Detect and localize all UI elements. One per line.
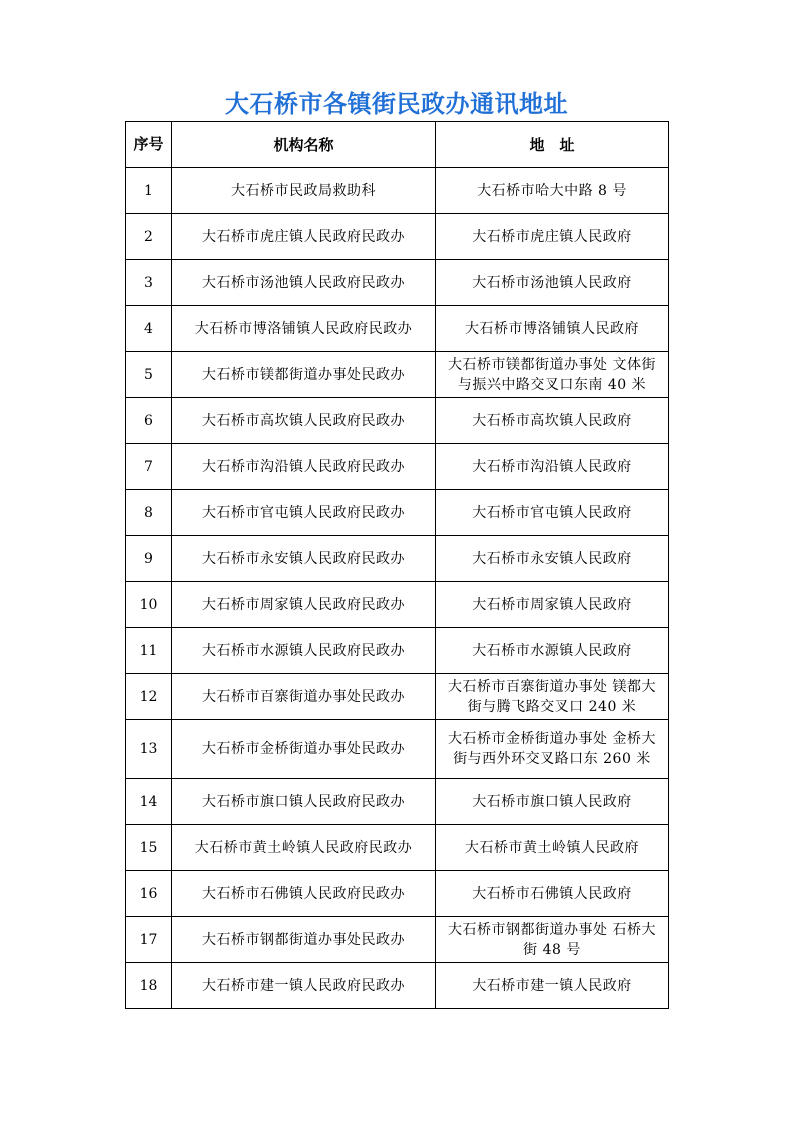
row-org: 大石桥市官屯镇人民政府民政办 — [172, 490, 436, 536]
page-title: 大石桥市各镇街民政办通讯地址 — [225, 90, 568, 118]
row-index: 6 — [126, 398, 172, 444]
table-row — [126, 352, 669, 398]
row-index: 17 — [126, 917, 172, 963]
row-org: 大石桥市周家镇人民政府民政办 — [172, 582, 436, 628]
row-org: 大石桥市博洛铺镇人民政府民政办 — [172, 306, 436, 352]
row-org: 大石桥市永安镇人民政府民政办 — [172, 536, 436, 582]
table-row — [126, 536, 669, 582]
address-table — [125, 121, 669, 1009]
row-address: 大石桥市高坎镇人民政府 — [436, 398, 669, 444]
table-header-row — [126, 122, 669, 168]
table-row — [126, 963, 669, 1009]
table-row — [126, 917, 669, 963]
row-address: 大石桥市建一镇人民政府 — [436, 963, 669, 1009]
table-row — [126, 306, 669, 352]
row-index: 5 — [126, 352, 172, 398]
row-address: 大石桥市汤池镇人民政府 — [436, 260, 669, 306]
table-row — [126, 260, 669, 306]
row-address: 大石桥市哈大中路 8 号 — [436, 168, 669, 214]
row-address: 大石桥市官屯镇人民政府 — [436, 490, 669, 536]
table-row — [126, 720, 669, 779]
row-index: 11 — [126, 628, 172, 674]
row-index: 16 — [126, 871, 172, 917]
row-index: 18 — [126, 963, 172, 1009]
row-org: 大石桥市汤池镇人民政府民政办 — [172, 260, 436, 306]
table-row — [126, 444, 669, 490]
table-row — [126, 214, 669, 260]
table-row — [126, 628, 669, 674]
table-row — [126, 825, 669, 871]
row-address: 大石桥市旗口镇人民政府 — [436, 779, 669, 825]
row-org: 大石桥市镁都街道办事处民政办 — [172, 352, 436, 398]
row-org: 大石桥市高坎镇人民政府民政办 — [172, 398, 436, 444]
table-row — [126, 168, 669, 214]
row-address: 大石桥市博洛铺镇人民政府 — [436, 306, 669, 352]
row-index: 13 — [126, 720, 172, 779]
row-index: 15 — [126, 825, 172, 871]
row-org: 大石桥市沟沿镇人民政府民政办 — [172, 444, 436, 490]
row-address: 大石桥市镁都街道办事处 文体街与振兴中路交叉口东南 40 米 — [436, 352, 669, 398]
table-row — [126, 490, 669, 536]
table-row — [126, 779, 669, 825]
row-index: 3 — [126, 260, 172, 306]
table-row — [126, 398, 669, 444]
table-row — [126, 582, 669, 628]
row-address: 大石桥市水源镇人民政府 — [436, 628, 669, 674]
row-org: 大石桥市民政局救助科 — [172, 168, 436, 214]
row-index: 10 — [126, 582, 172, 628]
row-address: 大石桥市永安镇人民政府 — [436, 536, 669, 582]
row-index: 8 — [126, 490, 172, 536]
row-org: 大石桥市百寨街道办事处民政办 — [172, 674, 436, 720]
row-org: 大石桥市水源镇人民政府民政办 — [172, 628, 436, 674]
row-org: 大石桥市金桥街道办事处民政办 — [172, 720, 436, 779]
row-org: 大石桥市钢都街道办事处民政办 — [172, 917, 436, 963]
header-org: 机构名称 — [172, 122, 436, 168]
row-index: 12 — [126, 674, 172, 720]
row-address: 大石桥市周家镇人民政府 — [436, 582, 669, 628]
row-address: 大石桥市黄土岭镇人民政府 — [436, 825, 669, 871]
row-address: 大石桥市虎庄镇人民政府 — [436, 214, 669, 260]
row-address: 大石桥市百寨街道办事处 镁都大街与腾飞路交叉口 240 米 — [436, 674, 669, 720]
row-index: 2 — [126, 214, 172, 260]
row-org: 大石桥市石佛镇人民政府民政办 — [172, 871, 436, 917]
row-index: 7 — [126, 444, 172, 490]
row-address: 大石桥市金桥街道办事处 金桥大街与西外环交叉路口东 260 米 — [436, 720, 669, 779]
table-row — [126, 871, 669, 917]
header-index: 序号 — [126, 122, 172, 168]
row-index: 14 — [126, 779, 172, 825]
row-index: 4 — [126, 306, 172, 352]
row-address: 大石桥市钢都街道办事处 石桥大街 48 号 — [436, 917, 669, 963]
row-index: 1 — [126, 168, 172, 214]
row-index: 9 — [126, 536, 172, 582]
row-address: 大石桥市沟沿镇人民政府 — [436, 444, 669, 490]
row-org: 大石桥市旗口镇人民政府民政办 — [172, 779, 436, 825]
row-address: 大石桥市石佛镇人民政府 — [436, 871, 669, 917]
header-address: 地 址 — [436, 122, 669, 168]
table-row — [126, 674, 669, 720]
row-org: 大石桥市建一镇人民政府民政办 — [172, 963, 436, 1009]
row-org: 大石桥市虎庄镇人民政府民政办 — [172, 214, 436, 260]
row-org: 大石桥市黄土岭镇人民政府民政办 — [172, 825, 436, 871]
